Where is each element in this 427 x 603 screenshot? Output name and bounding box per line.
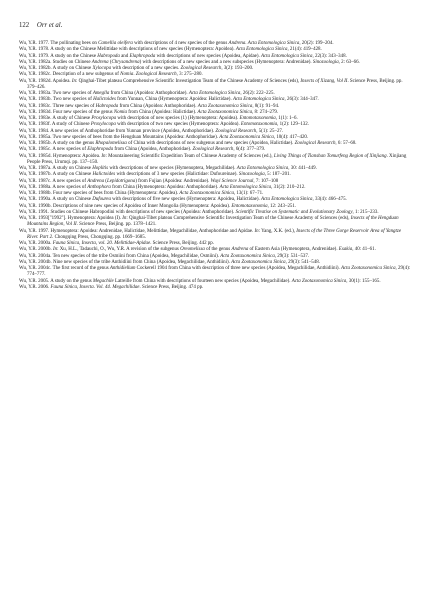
reference-italic-run: Entomotaxonomia [231,203,268,209]
reference-italic-run: Scientific Treatise on Systematic and Evolutionary Zoology [235,209,353,215]
reference-entry [19,216,411,229]
reference-text-run: with descriptions of 4 new species of the genus [132,41,229,46]
reference-italic-run: Nomia [113,109,128,115]
reference-text-run: ) from Fujian (Apoidea: Andrenidae). [135,178,211,184]
reference-italic-run: Nomia [120,72,134,78]
reference-text-run: , 5: 187–201. [264,172,291,178]
reference-text-run: , 30: 441–449. [288,166,317,171]
page-number: 122 [19,22,30,29]
reference-text-run: with descriptions of 3 new species (Halictidae: Dufoureinae). [115,172,239,178]
reference-text-run: Wu, Y.R. 1983d. Four new species of the genus [19,109,114,115]
reference-italic-run: Zoological Research [294,141,336,146]
reference-text-run: : Yang, X.K. (ed.), [258,228,297,234]
reference-italic-run: Zoological Research [215,128,257,134]
reference-italic-run: Zoological Research [180,66,222,71]
reference-text-run: , 1: 215–233. [352,209,379,215]
reference-text-run: , 31(2): 210–212. [271,184,306,190]
reference-italic-run: Acta Entomologica Sinica [232,97,285,103]
reference-italic-run: Acta Entomologica Sinica [260,197,313,203]
reference-text-run: , 30(1): 155–165. [346,278,381,284]
reference-text-run: , 2: 63–66. [338,59,360,65]
reference-text-run: Wu, Y.R. 1983b. Two new species of [19,97,94,103]
reference-italic-run: Fauna Sinica, Insecta. Vol. 44. Megachilidae [50,284,140,290]
reference-text-run: Wu, Y.R. 1982c. Description of a new subgenus of [19,72,121,78]
reference-text-run: , 6(4): 377–379. [233,147,266,153]
reference-text-run: , 5(1): 25–27. [256,128,284,134]
reference-entry [19,266,411,279]
reference-text-run: , 10(4): 417–420. [273,134,309,140]
reference-text-run: with descriptions of five new species (Hymenoptera: Apoidea, Halictidae). [110,197,261,203]
reference-text-run: Wu, Y.R. 1985c. A new species of [19,147,88,153]
reference-text-run: ( [108,59,112,65]
reference-text-run: , 20(2): 199–204. [299,41,334,46]
reference-text-run: , 26(3): 344–347. [284,97,319,103]
reference-text-run: Wu, Y.R. 1985b. A study on the genus [19,141,96,146]
reference-italic-run: Andrena. Acta Entomologica Sinica [228,41,300,46]
reference-text-run: of the genus [204,247,232,253]
reference-entry [19,79,411,92]
reference-text-run: Wu, Y.R. 2000b. [19,247,53,253]
reference-italic-run: Acta Zootaxonomica Sinica [291,278,347,284]
reference-italic-run: Sinozoologia [238,172,265,178]
reference-text-run: Wu, Y.R. 2004b. Nine new species of the tribe Anthidiini from China (Apoidea, Megachilidae, Anthidiini). [19,259,232,265]
reference-italic-run: Xylocopa [92,66,112,71]
reference-italic-run: In [52,247,58,253]
reference-text-run: with descriptions of new species (Hymenoptera, Megachilidae). [108,166,237,171]
reference-italic-run: Halictoides [93,97,116,103]
reference-italic-run: Sinozoologia [312,59,339,65]
reference-text-run: , 29(4): 774–777. [27,266,411,278]
reference-text-run: . [133,72,136,78]
reference-text-run: Wu, Y.R. 1979. A study on the Chinese [19,53,98,59]
reference-text-run: from China (Apoidea: Halictidae). [127,109,198,115]
reference-text-run: Wu, Y.R. 1990b. Descriptions of nine new species of Apoidea of Inner Mongolia (Hymenoptera: Apoidea). [19,203,232,209]
reference-text-run: , 3: 275–280. [176,72,203,78]
reference-text-run: , 29(3): 541–548. [285,259,320,265]
reference-text-run: Wu, Y.R. 1984. A new species of Anthophoridae from Yunnan province (Apoidea, Anthophoridae). [19,128,216,134]
reference-text-run: with descriptions of new species (Apoidea, Apidae). [155,53,261,59]
reference-text-run: , 3(2): 193–200. [221,66,254,71]
reference-text-run: Wu, Y.R. 1991. Studies on Chinese Habropodini with descriptions of new species (Apoidea: Anthophoridae). [19,209,236,215]
reference-italic-run: Camellia oleifera [98,41,133,46]
reference-text-run: ( [104,178,107,184]
reference-italic-run: Rhopalomelissa [95,141,127,146]
reference-italic-run: In [122,216,127,221]
reference-text-run: Wu, Y.R. 2005. A study on the genus [19,278,93,284]
reference-text-run: . Chongqing Press, Chongqing. pp. 1669–1685. [52,234,146,240]
reference-text-run: from China (Apoidea: Anthophoridae). [118,103,198,109]
reference-text-run: Wu, Y.R. 1987b. A study on Chinese [19,172,93,178]
reference-italic-run: In [71,78,77,84]
reference-text-run: Wu, Y.R. 1982b. A study on Chinese [19,66,93,71]
reference-text-run: , 33(4): 466–475. [312,197,347,203]
reference-text-run: , 22(3): 343–348. [312,53,347,59]
reference-text-run: Wu, Y.R. 1978. A study on the Chinese Melittidae with descriptions of new species (Hymenoptera: Apoidea). [19,47,236,53]
reference-text-run: : Qinghai-Tibet plateau Comprehensive Scientific Investigation Team of the Chinese Academy of Sciences (eds), [126,216,351,221]
reference-text-run: and [119,53,130,59]
reference-text-run: . Science Press, Beijing. pp. 379–426. [27,78,403,90]
reference-italic-run: Andrena [91,59,109,65]
reference-italic-run: Acta Zootaxonomica Sinica [197,109,253,115]
reference-text-run: Wu, Y.R. 2004a. Ten new species of the tribe Osmiini from China (Apoidea, Megachilidae, Osmiini). [19,253,221,259]
reference-italic-run: Halictoides [92,172,116,178]
reference-text-run: , 13(1): 67–71. [233,191,264,196]
reference-italic-run: Acta Zootaxonomica Sinica [340,266,396,271]
reference-text-run: with description of two new species (Hymenoptera: Apoidea). [115,122,241,128]
reference-text-run: Wu, Y.R. 2006. [19,284,51,290]
reference-italic-run: Zoological Research [192,147,234,153]
reference-text-run: Wu, Y.R. 2004c. The first record of the genus [19,266,110,271]
reference-italic-run: Acta Zootaxonomica Sinica [231,259,286,265]
reference-italic-run: Anthidiellum [109,266,136,271]
running-header [19,22,62,29]
reference-text-run: from Yunnan, China (Hymenoptera: Apoidea: Halictidae). [115,97,233,103]
reference-text-run: from China (Hymenoptera: Apoidea: Anthophoridae). [110,184,220,190]
reference-italic-run: In [254,228,259,234]
reference-italic-run: Acta Zootaxonomica Sinica [197,103,253,109]
reference-italic-run: Acta Entomologica Sinica [219,184,272,190]
reference-italic-run: Acta Entomologica Sinica [235,47,288,53]
reference-italic-run: Zoological Research [135,72,177,78]
reference-text-run: , 1(2): 129–132. [277,122,309,128]
reference-list [19,41,411,291]
reference-text-run: Wu, Y.R. 1977. The pollinating bees on [19,41,99,46]
reference-text-run: , 7: 107–108 [253,178,279,184]
reference-text-run: with description of a new species. [111,66,181,71]
reference-text-run: of Eastern Asia (Hymenoptera, Andrenidae). [248,247,339,253]
reference-italic-run: Acta Zootaxonomica Sinica [179,191,234,196]
reference-text-run: with description of new species (1) (Hymenoptera: Apoidea). [116,116,240,121]
reference-italic-run: Insects of the Hengduan Mountains Region, Vol II [27,216,399,228]
reference-italic-run: Habropoda [97,53,120,59]
reference-text-run: Wu, Y.R. 1988a. A new species of [19,184,88,190]
reference-italic-run: Andrena [231,247,249,253]
reference-text-run: . Science Press, Beijing. 442 pp. [150,241,214,246]
reference-italic-run: Elaphropoda [129,53,156,59]
reference-text-run: , 1(1): 1–6. [275,116,298,121]
reference-text-run: , 12: 243–251. [267,203,297,209]
reference-italic-run: Entomotaxonomia [239,116,276,121]
reference-italic-run: Habropoda [95,103,119,109]
reference-text-run: Latreille from China with descriptions of fourteen new species (Apoidea, Megachilidae). [113,278,292,284]
reference-text-run: Wu, Y.R. 1993["1992"]. Hymenoptera: Apoidea (I). [19,216,123,221]
reference-text-run: . Science Press, Beijing. pp. 1378–1421. [76,222,157,228]
reference-italic-run: Insects of the Three Gorge Reservoir Area of Yangtze River. Part 2 [27,228,402,240]
reference-text-run: Wu, Y.R. 1982a. Studies on Chinese [19,59,92,65]
reference-text-run: Wu, Y.R. 1982d. Apoidea. [19,78,72,84]
reference-text-run: Wu, Y.R. 2000a. [19,241,53,246]
reference-text-run: Wu, Y.R. 1990a. A study on Chinese [19,197,93,203]
reference-text-run: Wu, Y.R. 1983e. A study of Chinese [19,116,92,121]
reference-text-run: Wu, Y.R. 1987a. A study on Chinese [19,166,93,171]
running-author: Orr et al. [36,22,63,29]
reference-italic-run: In [101,153,106,159]
reference-text-run: . Science Press, Beijing. 474 pp. [139,284,204,290]
reference-text-run: : Mountaineering Scientific Expedition Team of Chinese Academy of Sciences (ed.), [105,153,274,159]
reference-italic-run: Wuyi Science Journal [210,178,254,184]
reference-italic-run: Elaphropoda [87,147,114,153]
reference-text-run: , 8: 274–279. [252,109,279,115]
reference-text-run: from China (Apoidea: Anthophoridae). [109,91,189,96]
reference-entry [19,285,411,291]
reference-italic-run: Hoplitis [92,166,109,171]
reference-italic-run: Acta Zootaxonomica Sinica [220,253,275,259]
reference-italic-run: Acta Entomologica Sinica [188,91,241,96]
reference-text-run: ) with descriptions of a new species and a new subspecies (Hymenoptera: Andrenidae). [139,59,313,65]
reference-italic-run: Acta Zootaxonomica Sinica [219,134,274,140]
reference-text-run: Wu, Y.R. 1985d. Hymenoptera: Apoidea. [19,153,102,159]
reference-text-run: , 29(3): 531–537. [274,253,310,259]
reference-text-run: from China (Apoidea, Anthophoridae). [113,147,193,153]
reference-text-run: : Qinghai-Tibet plateau Comprehensive Scientific Investigation Team of the Chinese Academy of Sciences (eds), [76,78,301,84]
reference-text-run: Wu, Y.R. 1987c. A new species of [19,178,88,184]
reference-text-run: Wu, Y.R. 1997. Hymenoptera: Apoidea: Andrenidae, Halictidae, Melittidae, Megachilidae, Anthophoridae and Apidae. [19,228,255,234]
reference-text-run: , 21(4): 419–428. [287,47,322,53]
reference-italic-run: Acta Entomologica Sinica [236,166,289,171]
reference-text-run: , 8(1): 91–94. [252,103,280,109]
reference-text-run: Wu, Y.R. 1983f. A study of Chinese [19,122,91,128]
reference-italic-run: Ameglla [92,91,110,96]
reference-text-run: , 26(2): 222–225. [240,91,275,96]
reference-italic-run: Living Things of Tianshan Tomurfeng Region of Xinjiang [273,153,387,159]
reference-text-run: . Xinjiang People Press, Urumqi. pp. 137–150. [27,153,407,165]
reference-text-run: Wu, Y.R. 1983a. Two new species of [19,91,93,96]
reference-italic-run: Prosylocopa [91,116,117,121]
reference-italic-run: Oreomelissa [180,247,205,253]
reference-italic-run: Entomotaxonomia [240,122,278,128]
reference-text-run: , 6: 57–68. [335,141,357,146]
reference-italic-run: Proxylocopa [90,122,116,128]
reference-text-run: : Xu, H.L., Tadauchi, O., Wu, Y.R. A revision of the subgenus [57,247,181,253]
reference-text-run: of China with descriptions of new subgenus and new species (Apoidea, Halictidae). [126,141,295,146]
reference-text-run: Wu, Y.R. 1988b. Four new species of bees from China (Hymenoptera: Apoidea). [19,191,180,196]
reference-text-run: Wu, Y.R. 1983c. Three new species of [19,103,96,109]
reference-italic-run: Esakia [338,247,353,253]
reference-entry [19,154,411,167]
reference-italic-run: Fauna Sinica, Insecta, vol. 20. Melittidae-Apidae [52,241,151,246]
reference-italic-run: Anthophora [87,184,111,190]
reference-italic-run: Dufourea [92,197,111,203]
reference-italic-run: Andrena [87,178,105,184]
reference-italic-run: Megachile [92,278,114,284]
reference-italic-run: Chrysandrena [111,59,140,65]
reference-italic-run: Insects of Xizang, Vol II [300,78,348,84]
reference-entry [19,229,411,242]
reference-italic-run: Lepidotrigona [106,178,136,184]
reference-text-run: Cockerell 1904 from China with description of three new species (Apoidea, Megachilidae, Anthidiini). [135,266,341,271]
reference-text-run: Wu, Y.R. 1985a. Two new species of bees from the Hengduan Mountains (Apoidea: Anthophoridae). [19,134,220,140]
reference-italic-run: Acta Entomologica Sinica [260,53,313,59]
reference-text-run: , 40: 41–61. [352,247,376,253]
